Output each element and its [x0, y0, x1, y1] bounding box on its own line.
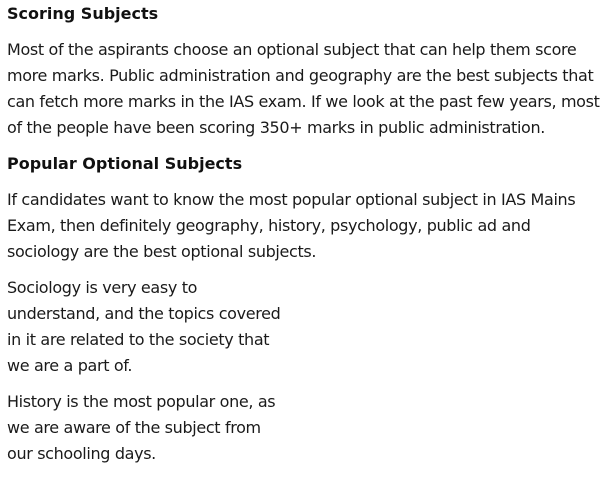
paragraph-history: History is the most popular one, as we are aware of the subject from our schooling days. — [7, 392, 276, 463]
paragraph-popular-subjects: If candidates want to know the most popular optional subject in IAS Mains Exam, then definitely geography, history, psychology, public ad and sociology are the best optional subjects. — [7, 190, 576, 261]
paragraph-sociology: Sociology is very easy to understand, and the topics covered in it are related to the society that we are a part of. — [7, 278, 281, 375]
paragraph-scoring-subjects: Most of the aspirants choose an optional subject that can help them score more marks. Public administration and geography are the best subjects that can fetch more marks in the IAS exam. If we look at the past few years, most of the people have been scoring 350+ marks in public administration. — [7, 40, 600, 137]
section-heading-scoring-subjects: Scoring Subjects — [7, 4, 159, 23]
section-heading-popular-optional-subjects: Popular Optional Subjects — [7, 154, 243, 173]
